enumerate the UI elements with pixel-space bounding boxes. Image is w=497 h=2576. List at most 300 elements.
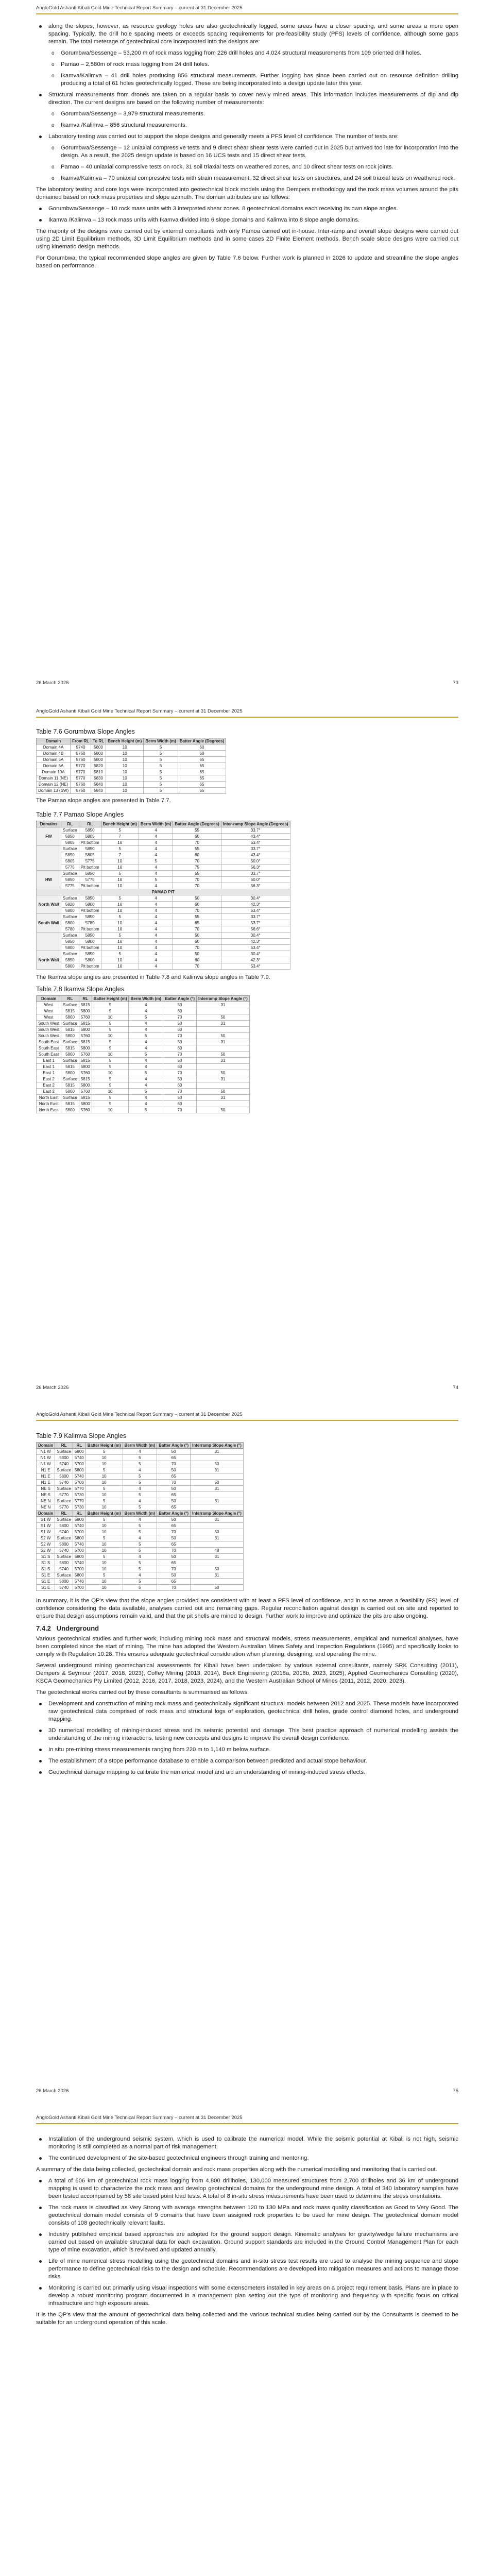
table-cell: 50 (191, 1480, 244, 1486)
table-cell: 7 (101, 834, 139, 840)
table-row (37, 834, 290, 840)
table-cell: 60 (163, 1064, 196, 1070)
table-cell: 60 (163, 1082, 196, 1089)
table-cell: 4 (139, 902, 173, 908)
table-cell: 5 (129, 1014, 163, 1021)
table-cell: 5850 (79, 827, 101, 834)
table-cell: 5770 (71, 763, 91, 769)
table-cell: 50 (191, 1529, 244, 1535)
table-cell: 50 (163, 1076, 196, 1082)
table-cell: 10 (92, 1089, 129, 1095)
table-header-cell: Batter Height (m) (85, 1443, 123, 1449)
table-cell: 5850 (79, 871, 101, 877)
table-cell (191, 1541, 244, 1548)
table-header-cell: RL (61, 821, 79, 827)
table-cell: East 2 (37, 1082, 61, 1089)
table-cell: South East (37, 1052, 61, 1058)
table-group-cell: North Wall (37, 951, 61, 970)
table-cell: 5800 (61, 920, 79, 926)
table-row (37, 1045, 250, 1052)
table-cell: 5800 (61, 908, 79, 914)
table-cell: 5850 (79, 914, 101, 920)
table-cell: 5830 (91, 775, 106, 782)
table-cell: 5 (92, 1027, 129, 1033)
table-cell: 7 (101, 852, 139, 858)
list-item: Gorumbwa/Sessenge – 10 rock mass units with 3 interpreted shear zones. 8 geotechnical domains each receiving its own slope angles. (36, 205, 458, 213)
table-cell: N1 E (37, 1473, 55, 1480)
table-cell: 10 (101, 939, 139, 945)
table-cell: 5800 (73, 1535, 85, 1541)
table-row (37, 920, 290, 926)
table-cell: 5 (85, 1554, 123, 1560)
gorumbwa-slope-table (36, 738, 226, 794)
table-cell: East 1 (37, 1070, 61, 1076)
table-cell: 10 (101, 883, 139, 889)
table-cell (191, 1579, 244, 1585)
table-row (37, 782, 226, 788)
page-header: AngloGold Ashanti Kibali Gold Mine Technical Report Summary – current at 31 December 2025 (36, 1412, 243, 1417)
table-cell: 4 (139, 846, 173, 852)
table-cell: Surface (61, 871, 79, 877)
table-cell: 42.3° (221, 957, 290, 963)
table-cell: 70 (157, 1529, 191, 1535)
list-item: o Pamao – 40 uniaxial compressive tests on rock, 31 soil triaxial tests on weathered zones, and 10 direct shear tests on rock joints. (36, 163, 458, 171)
table-header-cell: RL (55, 1443, 73, 1449)
table-cell: 4 (139, 945, 173, 951)
table-cell: 5 (92, 1039, 129, 1045)
page-75 (0, 1406, 497, 2110)
table-row (37, 1058, 250, 1064)
table-cell: 50 (196, 1033, 249, 1039)
table-group-cell: HW (37, 871, 61, 889)
table-cell: 10 (85, 1461, 123, 1467)
list-item: Laboratory testing was carried out to support the slope designs and generally meets a PFS level of confidence. The number of tests are: (36, 133, 458, 141)
table-cell: 10 (85, 1585, 123, 1591)
table-cell: 5 (144, 775, 178, 782)
table-cell: 5 (144, 782, 178, 788)
table-cell: 10 (101, 902, 139, 908)
table-cell: N1 W (37, 1461, 55, 1467)
table-header-cell: Batter Angle (°) (157, 1511, 191, 1517)
table-cell: 4 (129, 1058, 163, 1064)
table-cell: 5700 (73, 1480, 85, 1486)
table-cell: 4 (129, 1021, 163, 1027)
table-cell: 5775 (61, 865, 79, 871)
table-cell (191, 1473, 244, 1480)
table-caption: Table 7.6 Gorumbwa Slope Angles (36, 728, 135, 735)
table-cell: 5700 (73, 1585, 85, 1591)
section-number: 7.4.2 (36, 1624, 51, 1632)
table-cell: 5850 (79, 846, 101, 852)
table-cell: 5800 (55, 1541, 73, 1548)
table-cell: 33.7° (221, 846, 290, 852)
table-cell: 5 (92, 1095, 129, 1101)
list-item: In situ pre-mining stress measurements ranging from 220 m to 1,140 m below surface. (36, 1746, 458, 1754)
table-cell: 5820 (61, 902, 79, 908)
table-cell: 10 (101, 877, 139, 883)
table-cell: 10 (101, 865, 139, 871)
table-cell: 5800 (55, 1523, 73, 1529)
table-cell: 10 (85, 1529, 123, 1535)
table-cell: 10 (85, 1566, 123, 1572)
table-cell: 5 (123, 1455, 157, 1461)
table-cell: S1 W (37, 1517, 55, 1523)
table-row (37, 1467, 244, 1473)
table-cell: 5770 (73, 1486, 85, 1492)
table-cell: 65 (178, 782, 226, 788)
table-row (37, 1449, 244, 1455)
table-cell: 5 (92, 1058, 129, 1064)
table-cell: Domain 6A (37, 763, 71, 769)
table-cell: 50 (196, 1070, 249, 1076)
table-header-cell: Berm Width (m) (139, 821, 173, 827)
table-cell: S1 S (37, 1566, 55, 1572)
table-cell: 5800 (55, 1560, 73, 1566)
table-cell: 53.4° (221, 963, 290, 970)
table-cell: 5800 (61, 945, 79, 951)
table-cell: 65 (173, 920, 221, 926)
table-cell: 5 (129, 1033, 163, 1039)
table-cell: North East (37, 1095, 61, 1101)
table-cell: S2 W (37, 1541, 55, 1548)
table-header-cell: RL (79, 821, 101, 827)
table-cell: 4 (139, 834, 173, 840)
table-cell: 50 (163, 1021, 196, 1027)
table-row (37, 1480, 244, 1486)
table-cell: South West (37, 1021, 61, 1027)
table-cell: S1 W (37, 1523, 55, 1529)
list-item: The establishment of a stope performance database to enable a comparison between predicted and actual stope behaviour. (36, 1757, 458, 1765)
list-item: o Gorumbwa/Sessenge – 53,200 m of rock mass logging from 226 drill holes and 4,024 structural measurements from 109 oriented drill holes. (36, 49, 458, 57)
table-cell: 5770 (71, 775, 91, 782)
table-cell: 50 (157, 1535, 191, 1541)
list-item: o Ikamva/Kalimva – 70 uniaxial compressive tests with strain measurement, 32 direct shear tests on structures, and 24 soil triaxial tests on weathered rock. (36, 175, 458, 182)
table-row (37, 1027, 250, 1033)
table-cell: Pit bottom (79, 945, 101, 951)
table-row (37, 1579, 244, 1585)
table-cell: 10 (92, 1033, 129, 1039)
table-cell: 4 (139, 840, 173, 846)
table-cell: 70 (173, 877, 221, 883)
table-cell: 5 (101, 933, 139, 939)
table-caption: Table 7.8 Ikamva Slope Angles (36, 986, 124, 993)
table-cell: 10 (101, 945, 139, 951)
table-cell (196, 1101, 249, 1107)
table-cell: 5 (92, 1064, 129, 1070)
top-list (36, 2136, 458, 2162)
table-row (37, 1517, 244, 1523)
table-row (37, 1089, 250, 1095)
table-cell: 70 (157, 1480, 191, 1486)
table-cell: 10 (101, 926, 139, 933)
table-cell (191, 1492, 244, 1498)
table-cell: Surface (61, 846, 79, 852)
table-cell: 5815 (61, 1082, 79, 1089)
table-cell: 30.4° (221, 951, 290, 957)
table-header-cell: Berm Width (m) (129, 996, 163, 1002)
table-cell: 5760 (71, 751, 91, 757)
table-cell: Surface (61, 1039, 79, 1045)
table-cell: 4 (123, 1535, 157, 1541)
table-cell: 60 (173, 957, 221, 963)
table-cell: 70 (173, 908, 221, 914)
table-cell: 5740 (73, 1523, 85, 1529)
table-cell: 5760 (79, 1033, 92, 1039)
table-cell: 5800 (73, 1572, 85, 1579)
table-cell: 53.4° (221, 840, 290, 846)
table-cell (196, 1064, 249, 1070)
table-cell: 33.7° (221, 914, 290, 920)
table-cell: 5 (123, 1566, 157, 1572)
table-cell: 10 (101, 963, 139, 970)
table-cell: 50 (191, 1585, 244, 1591)
table-row (37, 933, 290, 939)
table-cell: Pit bottom (79, 883, 101, 889)
table-cell: NE S (37, 1492, 55, 1498)
table-cell: 5740 (55, 1480, 73, 1486)
table-cell: 50 (191, 1461, 244, 1467)
table-cell: 5 (123, 1541, 157, 1548)
table-cell: West (37, 1014, 61, 1021)
table-cell: North East (37, 1101, 61, 1107)
table-cell: 5740 (55, 1585, 73, 1591)
table-row (37, 1095, 250, 1101)
table-cell: Surface (61, 914, 79, 920)
table-cell: 10 (106, 751, 144, 757)
table-cell: 65 (178, 757, 226, 763)
page-74 (0, 703, 497, 1406)
paragraph: The majority of the designs were carried out by external consultants with only Pamoa carried out in-house. Inter-ramp and overall slope designs were carried out using 2D Limit Equilibrium methods, 3D Limit Equilibrium methods and in some cases 2D Finite Element methods. Bench scale slope designs were carried out using kinematic design methods. (36, 228, 458, 250)
intro-text: along the slopes, however, as resource geology holes are also geotechnically logged, some areas have a closer spacing, and some areas a more open spacing. Typically, the drill hole spacing meets or exceeds spacing requirements for pre-feasibility study (PFS) levels of confidence, although some gaps remain. The total meterage of geotechnical core incorporated into the designs are: (48, 23, 458, 45)
table-cell: 50 (157, 1449, 191, 1455)
table-cell: 5800 (61, 1107, 79, 1113)
table-row (37, 1039, 250, 1045)
table-cell: 50 (157, 1498, 191, 1504)
table-row (37, 1498, 244, 1504)
table-cell: 5770 (73, 1498, 85, 1504)
table-cell: 5 (129, 1089, 163, 1095)
table-header-cell: Interramp Slope Angle (°) (196, 996, 249, 1002)
table-cell: 5820 (91, 763, 106, 769)
table-cell: 65 (178, 763, 226, 769)
table-row (37, 769, 226, 775)
table-cell: 5 (144, 757, 178, 763)
table-cell: 31 (196, 1039, 249, 1045)
table-cell: 5805 (79, 834, 101, 840)
table-cell: 5 (123, 1480, 157, 1486)
list-item: Industry published empirical based approaches are adopted for the ground support design. Kinematic analyses for gravity/wedge failure mechanisms are carried out based on available structural data for each excavation. Ground support standards are included in the Ground Control Management Plan for each type of mine excavation, which is reviewed and updated annually. (36, 2231, 458, 2254)
section-heading (36, 1624, 458, 1632)
table-group-cell: North Wall (37, 895, 61, 914)
table-cell: 5 (129, 1107, 163, 1113)
table-cell: 31 (191, 1517, 244, 1523)
table-cell: 50 (157, 1467, 191, 1473)
table-row (37, 1014, 250, 1021)
table-caption: Table 7.7 Pamao Slope Angles (36, 811, 124, 818)
table-cell: 5815 (79, 1095, 92, 1101)
table-cell: 5 (123, 1473, 157, 1480)
paragraph: For Gorumbwa, the typical recommended slope angles are given by Table 7.6 below. Further work is planned in 2026 to update and streamline the slope angles based on performance. (36, 255, 458, 269)
table-row (37, 895, 290, 902)
table-cell: 50 (157, 1517, 191, 1523)
table-header-cell: To RL (91, 738, 106, 744)
table-cell: 65 (157, 1473, 191, 1480)
table-row (37, 846, 290, 852)
table-cell: 31 (191, 1535, 244, 1541)
table-cell: 5800 (61, 1089, 79, 1095)
table-cell: 65 (157, 1579, 191, 1585)
table-cell: Surface (55, 1498, 73, 1504)
page-number: 73 (453, 680, 458, 686)
table-row (37, 1021, 250, 1027)
table-cell: 4 (123, 1449, 157, 1455)
table-cell: Surface (61, 827, 79, 834)
paragraph: In summary, it is the QP's view that the slope angles provided are consistent with at least a PFS level of confidence, and in some areas a feasibility (FS) level of confidence considering the data available, analyses carried out and remaining gaps. Regular reconciliation against design is carried out on site and reported to ensure that design assumptions remain valid, and that the pit shells are mined to design. Further work to improve and optimize the pits are also ongoing. (36, 1598, 458, 1619)
table-cell: East 1 (37, 1064, 61, 1070)
list-item: A total of 606 km of geotechnical rock mass logging from 4,800 drillholes, 130,000 measured structures from 2,700 drillholes and 36 km of underground mapping is used to characterize the rock mass and develop geotechnical domains for the underground mine design. A total of 340 laboratory samples have been tested accompanied by 58 site based point load tests. A total of 8 in-situ stress measurements have been used to determine the stress orientations. (36, 2177, 458, 2200)
table-cell: Surface (61, 1095, 79, 1101)
table-cell: 5760 (79, 1107, 92, 1113)
table-cell: 70 (163, 1070, 196, 1076)
table-cell: 10 (85, 1480, 123, 1486)
list-item: Ikamva /Kalimva – 13 rock mass units with Ikamva divided into 6 slope domains and Kalimva into 8 slope angle domains. (36, 216, 458, 224)
table-cell: 70 (163, 1014, 196, 1021)
table-cell: 65 (157, 1455, 191, 1461)
table-cell: 55 (173, 914, 221, 920)
table-row (37, 1554, 244, 1560)
table-header-row (37, 1511, 244, 1517)
table-cell: Surface (61, 895, 79, 902)
table-cell: 4 (139, 852, 173, 858)
table-cell: Surface (55, 1449, 73, 1455)
table-cell: 5 (85, 1486, 123, 1492)
intro-bullet (36, 23, 458, 46)
table-cell: 5800 (61, 1070, 79, 1076)
table-cell: 5800 (91, 757, 106, 763)
table-row (37, 1504, 244, 1511)
table-cell: 70 (163, 1033, 196, 1039)
table-cell: 50 (196, 1052, 249, 1058)
table-row (37, 865, 290, 871)
table-cell: 4 (129, 1095, 163, 1101)
table-cell: 5 (85, 1572, 123, 1579)
table-cell: 4 (129, 1027, 163, 1033)
paragraph: A summary of the data being collected, geotechnical domain and rock mass properties along with the numerical modelling and monitoring that is carried out. (36, 2166, 437, 2173)
table-row (37, 763, 226, 769)
table-row (37, 1461, 244, 1467)
table-cell: 5815 (79, 1039, 92, 1045)
table-cell: 10 (106, 769, 144, 775)
table-cell: S1 S (37, 1560, 55, 1566)
table-cell: 5740 (73, 1455, 85, 1461)
list-item: o Ikamva/Kalimva – 41 drill holes producing 856 structural measurements. Further logging has since been carried out on resource definition drilling producing a total of 61 holes geotechnically logged. These are being incorporated into a design update later this year. (36, 72, 458, 88)
table-cell: 56.3° (221, 883, 290, 889)
table-cell: 5770 (55, 1504, 73, 1511)
table-cell: 5800 (79, 1064, 92, 1070)
table-cell: 4 (129, 1064, 163, 1070)
list-item: Development and construction of mining rock mass and geotechnically significant structural models between 2012 and 2025. These models have incorporated raw geotechnical data comprised of rock mass and structural logs of exploration, geotechnical drill holes, grade control diamond holes, and underground mapping. (36, 1700, 458, 1723)
table-cell: Pit bottom (79, 963, 101, 970)
table-cell: 10 (106, 788, 144, 794)
table-cell: 50 (163, 1039, 196, 1045)
header-rule (36, 1420, 458, 1421)
table-cell: 5800 (61, 1033, 79, 1039)
table-row (37, 1082, 250, 1089)
table-cell: 5800 (55, 1455, 73, 1461)
paragraph: Several underground mining geomechanical assessments for Kibali have been undertaken by various external consultants, namely SRK Consulting (2011), Dempers & Seymour (2017, 2018, 2023), Coffey Mining (2013, 2014), Beck Engineering (2018a, 2018b, 2023, 2025), Applied Geomechanics Consulting (2020), KSCA Geomechanics Pty Limited (2012, 2016, 2017, 2018, 2023, 2024), and the Western Australian School of Mines (2011, 2012, 2020, 2023). (36, 1663, 458, 1684)
table-cell: 4 (139, 933, 173, 939)
table-cell: 33.7° (221, 827, 290, 834)
table-cell: Domain 13 (SW) (37, 788, 71, 794)
table-cell: 5800 (91, 744, 106, 751)
table-cell: 50 (157, 1554, 191, 1560)
table-cell: 5810 (91, 769, 106, 775)
paragraph: The Ikamva slope angles are presented in Table 7.8 and Kalimva slope angles in Table 7.9. (36, 974, 270, 980)
table-cell: 56.6° (221, 926, 290, 933)
table-cell: 5 (85, 1467, 123, 1473)
table-cell: 4 (123, 1517, 157, 1523)
table-cell: 70 (163, 1052, 196, 1058)
table-cell: 5770 (71, 769, 91, 775)
table-row (37, 926, 290, 933)
table-cell: 55 (173, 827, 221, 834)
table-cell: Domain 12 (NE) (37, 782, 71, 788)
table-cell: 31 (196, 1095, 249, 1101)
table-cell: 4 (129, 1101, 163, 1107)
table-cell: 4 (129, 1008, 163, 1014)
paragraph: The Pamao slope angles are presented in Table 7.7. (36, 798, 171, 804)
table-cell: 5740 (55, 1461, 73, 1467)
table-cell: 70 (157, 1461, 191, 1467)
table-cell: 5800 (79, 1101, 92, 1107)
table-cell: 5780 (61, 926, 79, 933)
table-cell: 5800 (79, 1045, 92, 1052)
page2-body (36, 728, 458, 1113)
table-cell: 5805 (79, 852, 101, 858)
table-row (37, 871, 290, 877)
table-cell: 10 (92, 1014, 129, 1021)
table-cell: 60 (163, 1027, 196, 1033)
table-cell: 4 (139, 920, 173, 926)
table-row (37, 852, 290, 858)
table-row (37, 1486, 244, 1492)
table-cell: 5740 (71, 744, 91, 751)
table-cell: 65 (157, 1541, 191, 1548)
table-cell: 65 (157, 1492, 191, 1498)
table-cell: 5800 (79, 1008, 92, 1014)
table-cell: 5 (101, 914, 139, 920)
table-row (37, 1548, 244, 1554)
table-cell: 5800 (79, 1027, 92, 1033)
table-header-cell: Berm Width (m) (144, 738, 178, 744)
list-item: The rock mass is classified as Very Strong with average strengths between 120 to 130 MPa and rock mass quality classification as Good to Very Good. The geotechnical domain model consists of 9 domains that have been assigned rock properties to be used for mine design. The geotechnical domain model consists of 108 geotechnically relevant faults. (36, 2204, 458, 2227)
table-cell: 70 (163, 1089, 196, 1095)
table-cell: S1 E (37, 1585, 55, 1591)
table-cell: Surface (55, 1486, 73, 1492)
table-header-cell: RL (73, 1511, 85, 1517)
table-cell: 42.3° (221, 939, 290, 945)
table-cell: 5740 (73, 1541, 85, 1548)
table-cell (191, 1560, 244, 1566)
table-cell: 5 (123, 1585, 157, 1591)
table-cell: 5840 (91, 788, 106, 794)
table-header-cell: Batter Height (m) (92, 996, 129, 1002)
table-cell (196, 1045, 249, 1052)
table-row (37, 1107, 250, 1113)
page1-body (36, 23, 458, 274)
table-cell: 5700 (73, 1529, 85, 1535)
table-cell: 75 (173, 865, 221, 871)
